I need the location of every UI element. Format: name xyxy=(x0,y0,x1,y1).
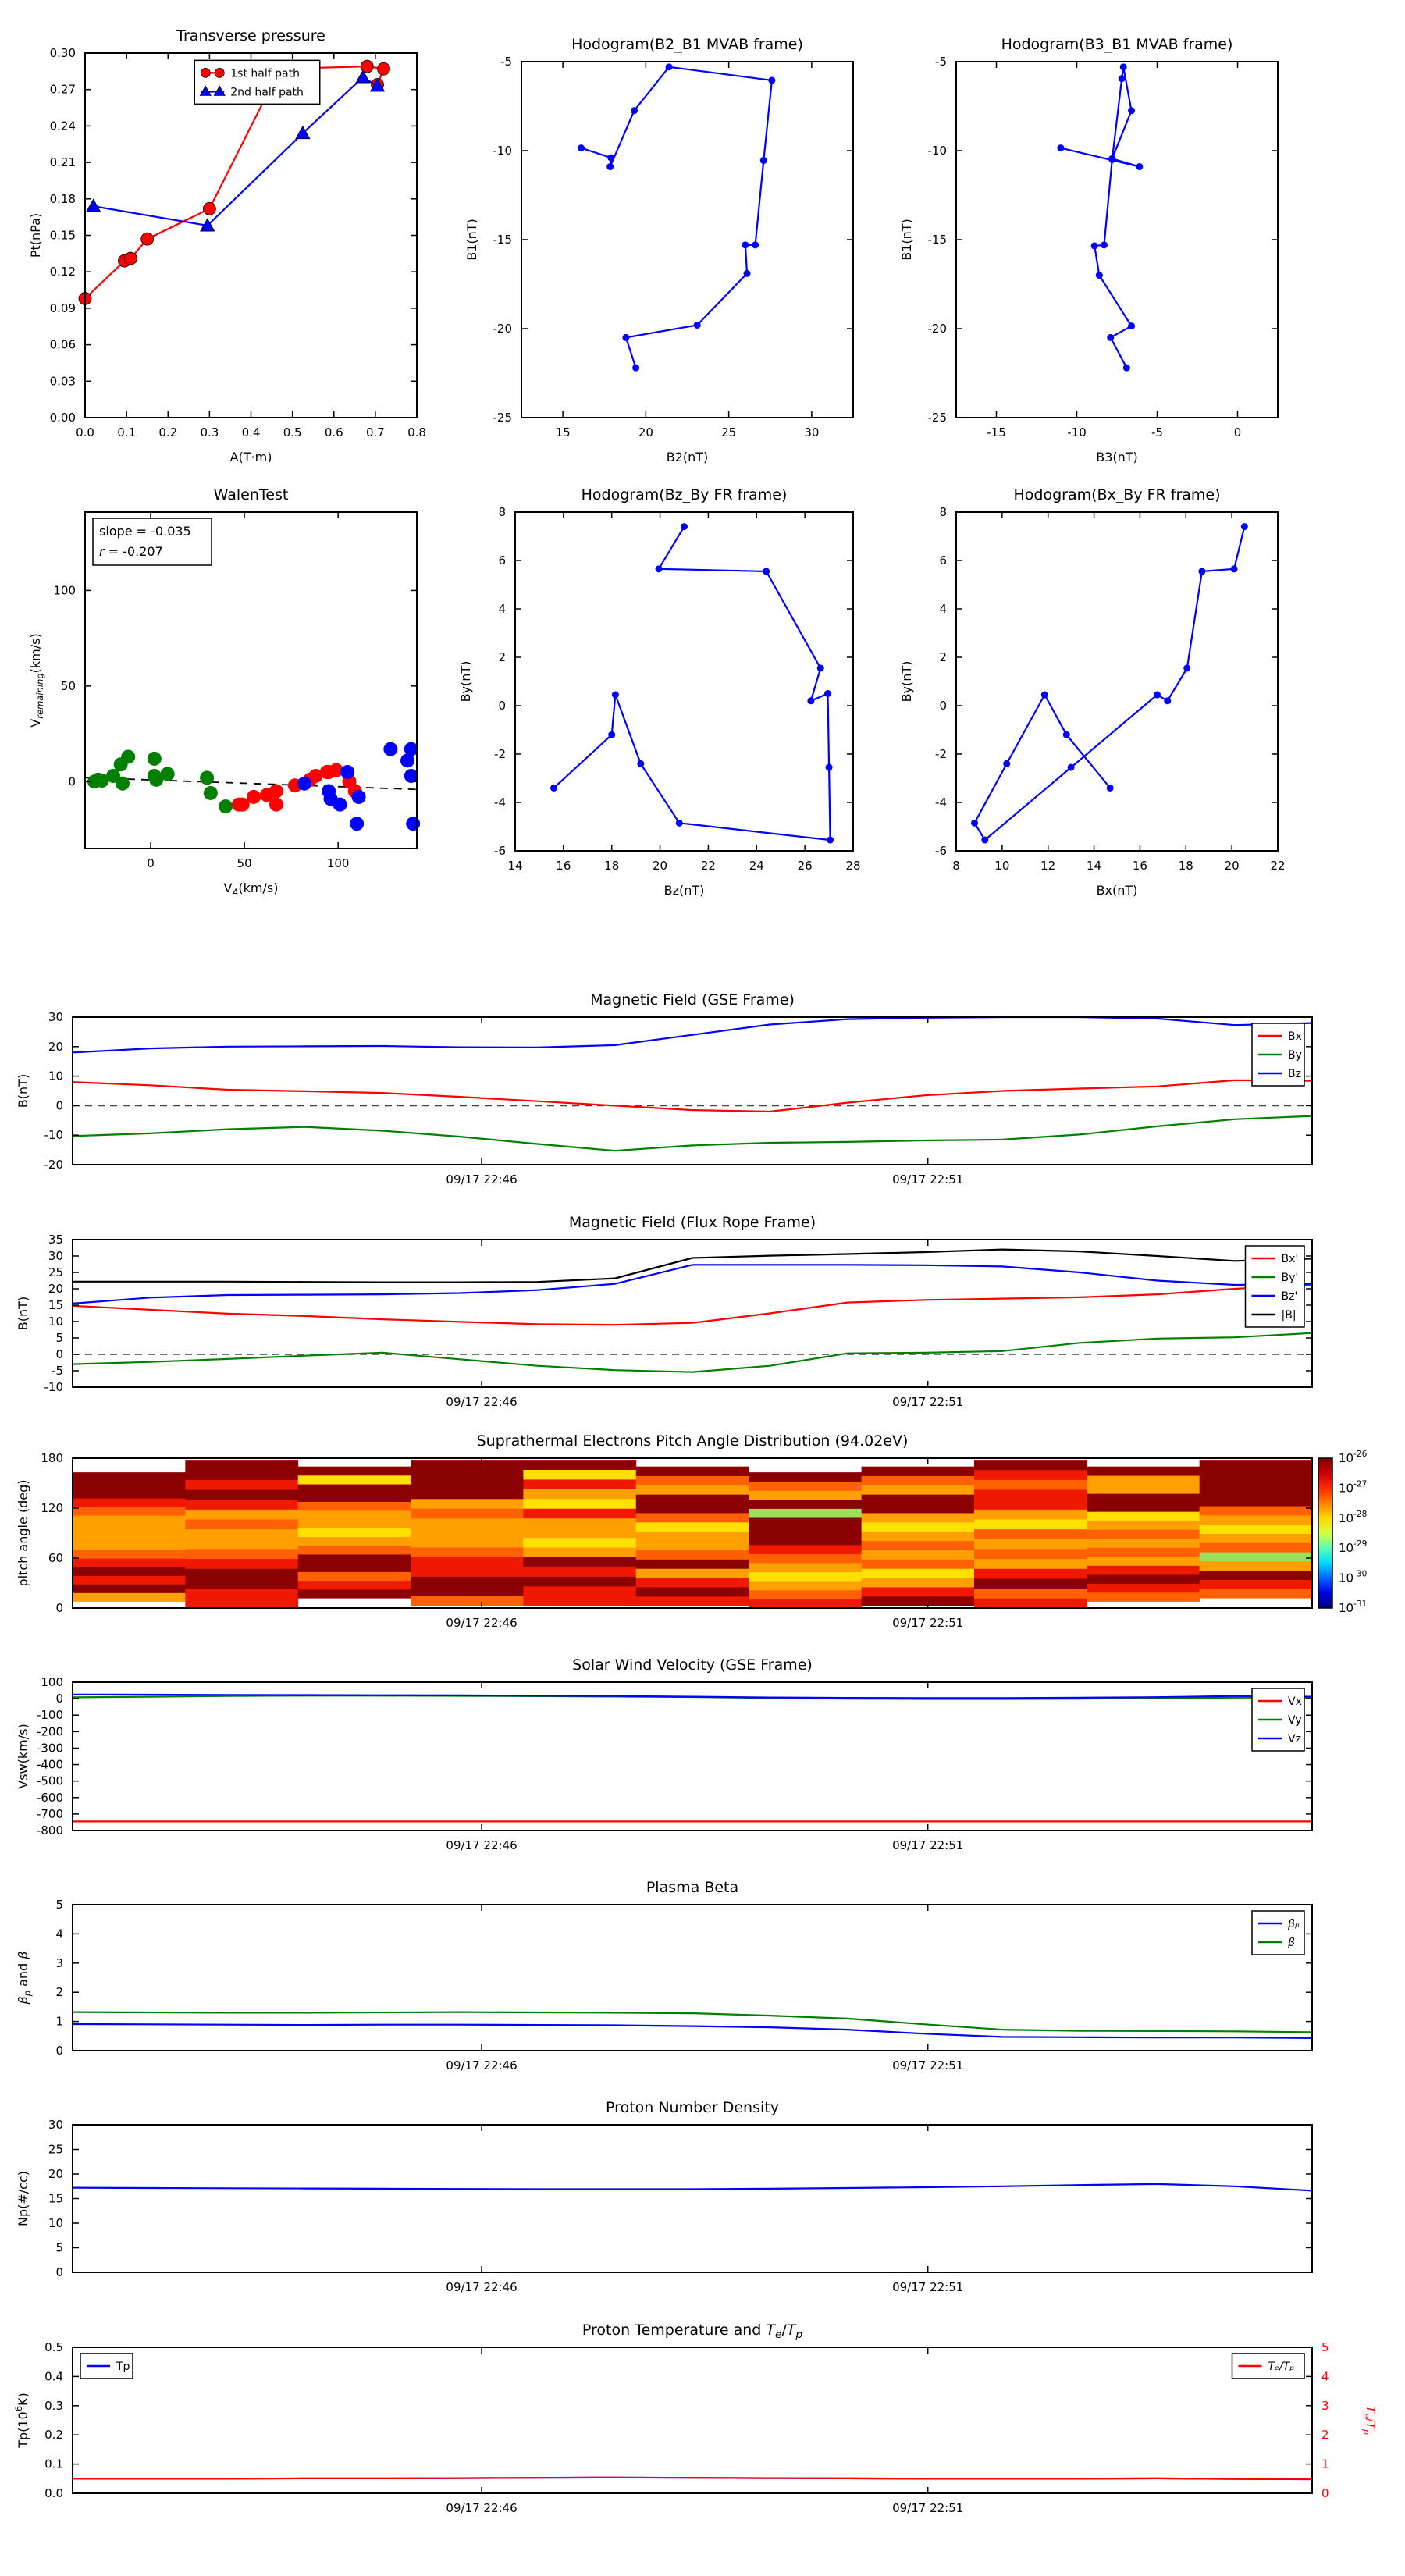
svg-text:5: 5 xyxy=(1321,2340,1329,2354)
svg-text:-10: -10 xyxy=(44,1128,63,1143)
svg-text:0.2: 0.2 xyxy=(44,2428,63,2443)
svg-text:2: 2 xyxy=(939,650,947,664)
svg-text:0.1: 0.1 xyxy=(44,2457,63,2471)
svg-text:B1(nT): B1(nT) xyxy=(899,219,914,261)
svg-text:-20: -20 xyxy=(493,322,512,336)
svg-text:Vz: Vz xyxy=(1288,1733,1301,1745)
svg-text:Plasma Beta: Plasma Beta xyxy=(646,1879,739,1896)
svg-text:Te/Tp: $T_e/T_p$ xyxy=(1361,2406,1378,2435)
svg-text:Bx': Bx' xyxy=(1281,1253,1299,1265)
svg-text:Hodogram(B3_B1 MVAB frame): Hodogram(B3_B1 MVAB frame) xyxy=(1001,36,1233,53)
svg-text:Vsw(km/s): Vsw(km/s) xyxy=(16,1724,30,1789)
svg-text:14: 14 xyxy=(1087,859,1102,873)
svg-text:Magnetic Field (GSE Frame): Magnetic Field (GSE Frame) xyxy=(590,991,795,1009)
svg-text:B3(nT): B3(nT) xyxy=(1096,450,1138,464)
svg-text:20: 20 xyxy=(48,1282,63,1296)
svg-text:-10: -10 xyxy=(927,144,947,158)
svg-text:35: 35 xyxy=(48,1233,63,1247)
svg-text:6: 6 xyxy=(498,553,506,568)
svg-text:0.0: 0.0 xyxy=(76,425,94,439)
svg-text:5: 5 xyxy=(55,1331,63,1345)
svg-text:1st half path: 1st half path xyxy=(230,67,300,80)
svg-text:26: 26 xyxy=(797,859,813,873)
magnetic-field-gse-panel xyxy=(4,981,1404,1219)
svg-text:18: 18 xyxy=(1178,859,1193,873)
svg-text:30: 30 xyxy=(48,1249,63,1263)
svg-text:8: 8 xyxy=(952,859,960,873)
svg-text:2: 2 xyxy=(1321,2428,1329,2443)
svg-text:-25: -25 xyxy=(927,411,947,425)
svg-text:09/17 22:51: 09/17 22:51 xyxy=(892,2280,964,2294)
svg-text:0: 0 xyxy=(55,2265,63,2279)
svg-text:20: 20 xyxy=(1224,859,1240,873)
svg-text:0.5: 0.5 xyxy=(283,425,302,439)
svg-text:0: 0 xyxy=(68,774,76,789)
svg-text:0: 0 xyxy=(147,856,155,870)
svg-text:Suprathermal Electrons Pitch A: Suprathermal Electrons Pitch Angle Distribution (94.02eV) xyxy=(476,1432,909,1450)
svg-text:12: 12 xyxy=(1040,859,1056,873)
svg-text:By(nT): By(nT) xyxy=(458,660,473,703)
svg-text:0.24: 0.24 xyxy=(49,119,76,133)
svg-text:4: 4 xyxy=(1321,2369,1329,2384)
svg-text:-25: -25 xyxy=(493,411,512,425)
svg-text:Bx: Bx xyxy=(1288,1030,1302,1043)
svg-text:0: 0 xyxy=(1321,2486,1329,2500)
svg-text:0.03: 0.03 xyxy=(49,374,76,389)
svg-text:28: 28 xyxy=(845,859,861,873)
svg-text:Transverse pressure: Transverse pressure xyxy=(176,27,325,44)
svg-text:Vy: Vy xyxy=(1288,1714,1302,1727)
hodogram-b3-b1-plot xyxy=(887,26,1370,472)
svg-text:09/17 22:46: 09/17 22:46 xyxy=(446,1838,518,1852)
svg-text:Bz(nT): Bz(nT) xyxy=(663,883,705,898)
svg-text:14: 14 xyxy=(507,859,523,873)
svg-text:slope = -0.035: slope = -0.035 xyxy=(99,524,191,539)
svg-text:-5: -5 xyxy=(52,1364,63,1378)
svg-text:-100: -100 xyxy=(36,1708,63,1723)
svg-text:-800: -800 xyxy=(36,1823,63,1838)
svg-text:VA(km/s): $V_A(km/s)$ xyxy=(223,881,279,898)
svg-text:Tₑ/Tₚ: Tₑ/Tₚ xyxy=(1268,2361,1295,2373)
svg-text:4: 4 xyxy=(55,1927,63,1941)
svg-text:2nd half path: 2nd half path xyxy=(230,86,304,99)
svg-text:10: 10 xyxy=(48,1069,63,1083)
hodogram-bx-by-plot xyxy=(887,476,1370,906)
svg-text:22: 22 xyxy=(700,859,716,873)
svg-text:|B|: |B| xyxy=(1281,1309,1297,1322)
svg-text:22: 22 xyxy=(1270,859,1286,873)
svg-text:20: 20 xyxy=(653,859,668,873)
svg-text:15: 15 xyxy=(555,425,571,439)
svg-text:15: 15 xyxy=(48,1298,63,1312)
svg-text:09/17 22:51: 09/17 22:51 xyxy=(892,1395,964,1409)
svg-text:2: 2 xyxy=(55,1985,63,2000)
transverse-pressure-plot xyxy=(16,17,509,472)
svg-text:-300: -300 xyxy=(36,1741,63,1756)
svg-text:0.18: 0.18 xyxy=(49,191,76,206)
svg-text:0.5: 0.5 xyxy=(44,2340,63,2354)
hodogram-b2-b1-plot xyxy=(453,26,945,472)
svg-text:10-30: $10^{-30}$ xyxy=(1339,1569,1368,1585)
svg-text:30: 30 xyxy=(48,2118,63,2132)
proton-density-panel xyxy=(4,2089,1404,2327)
svg-text:25: 25 xyxy=(721,425,737,439)
svg-text:0.21: 0.21 xyxy=(49,155,76,170)
svg-text:0.09: 0.09 xyxy=(49,301,76,315)
svg-text:2: 2 xyxy=(498,650,506,664)
svg-text:B(nT): B(nT) xyxy=(16,1296,30,1331)
svg-text:09/17 22:46: 09/17 22:46 xyxy=(446,1395,518,1409)
svg-text:180: 180 xyxy=(41,1451,63,1465)
svg-text:09/17 22:46: 09/17 22:46 xyxy=(446,2058,518,2073)
svg-text:0.3: 0.3 xyxy=(44,2398,63,2413)
svg-text:0.6: 0.6 xyxy=(324,425,343,439)
svg-text:B(nT): B(nT) xyxy=(16,1073,30,1108)
svg-text:A(T·m): A(T·m) xyxy=(229,450,272,464)
svg-text:10: 10 xyxy=(994,859,1010,873)
svg-text:Hodogram(Bx_By FR frame): Hodogram(Bx_By FR frame) xyxy=(1013,486,1221,503)
svg-text:0.4: 0.4 xyxy=(44,2369,63,2384)
svg-text:0: 0 xyxy=(1233,425,1242,439)
svg-text:4: 4 xyxy=(939,602,947,616)
svg-text:1: 1 xyxy=(1321,2457,1329,2471)
svg-text:0: 0 xyxy=(55,1347,63,1361)
svg-text:-2: -2 xyxy=(935,747,947,761)
svg-text:Magnetic Field (Flux Rope Fram: Magnetic Field (Flux Rope Frame) xyxy=(568,1214,816,1231)
svg-text:Bz': Bz' xyxy=(1281,1290,1298,1303)
svg-text:By(nT): By(nT) xyxy=(899,660,914,703)
svg-text:Bx(nT): Bx(nT) xyxy=(1096,883,1138,898)
svg-text:WalenTest: WalenTest xyxy=(213,486,289,503)
svg-text:-20: -20 xyxy=(927,322,947,336)
svg-text:0.00: 0.00 xyxy=(49,411,76,425)
svg-text:Solar Wind Velocity (GSE Frame: Solar Wind Velocity (GSE Frame) xyxy=(572,1656,813,1674)
svg-text:-400: -400 xyxy=(36,1757,63,1772)
svg-text:0: 0 xyxy=(498,699,506,713)
svg-text:-10: -10 xyxy=(44,1380,63,1394)
svg-text:10-27: $10^{-27}$ xyxy=(1339,1479,1368,1496)
svg-text:09/17 22:46: 09/17 22:46 xyxy=(446,1172,518,1187)
svg-text:10-28: $10^{-28}$ xyxy=(1339,1509,1368,1525)
svg-text:-600: -600 xyxy=(36,1790,63,1805)
svg-text:8: 8 xyxy=(498,505,506,519)
svg-text:10-26: $10^{-26}$ xyxy=(1339,1450,1368,1465)
svg-text:0.1: 0.1 xyxy=(117,425,137,439)
walen-test-plot xyxy=(16,476,509,903)
svg-text:Hodogram(Bz_By FR frame): Hodogram(Bz_By FR frame) xyxy=(581,486,788,503)
svg-text:10-31: $10^{-31}$ xyxy=(1339,1599,1368,1615)
svg-text:pitch angle (deg): pitch angle (deg) xyxy=(16,1479,30,1587)
svg-text:10: 10 xyxy=(48,1315,63,1329)
svg-text:0: 0 xyxy=(939,699,947,713)
svg-text:09/17 22:51: 09/17 22:51 xyxy=(892,2501,964,2515)
svg-text:βp and β: $\beta_p$ and β xyxy=(16,1951,33,2005)
plasma-beta-panel xyxy=(4,1869,1404,2105)
svg-text:18: 18 xyxy=(604,859,620,873)
pitch-angle-distribution-panel xyxy=(4,1422,1404,1663)
svg-text:Proton Temperature and Te/Tp: Proton Temperature and $T_e/T_p$ xyxy=(582,2322,803,2341)
svg-text:09/17 22:51: 09/17 22:51 xyxy=(892,1172,964,1187)
svg-text:09/17 22:46: 09/17 22:46 xyxy=(446,2280,518,2294)
svg-text:Np(#/cc): Np(#/cc) xyxy=(16,2171,30,2226)
svg-text:-700: -700 xyxy=(36,1806,63,1821)
svg-text:0.3: 0.3 xyxy=(200,425,219,439)
svg-text:-10: -10 xyxy=(493,144,512,158)
svg-text:0: 0 xyxy=(55,1098,63,1113)
svg-text:0.30: 0.30 xyxy=(49,46,76,60)
svg-text:-10: -10 xyxy=(1067,425,1087,439)
svg-text:0: 0 xyxy=(55,1692,63,1706)
svg-text:-5: -5 xyxy=(500,55,512,69)
svg-text:120: 120 xyxy=(41,1501,63,1515)
svg-text:60: 60 xyxy=(48,1551,63,1565)
svg-text:20: 20 xyxy=(638,425,653,439)
svg-text:5: 5 xyxy=(55,1898,63,1912)
svg-text:By: By xyxy=(1288,1049,1302,1062)
magnetic-field-flux-rope-panel xyxy=(4,1204,1404,1442)
svg-text:0.7: 0.7 xyxy=(365,425,385,439)
svg-text:-15: -15 xyxy=(493,233,512,247)
svg-text:3: 3 xyxy=(1321,2398,1329,2413)
svg-text:-20: -20 xyxy=(44,1158,63,1172)
svg-text:6: 6 xyxy=(939,553,947,568)
svg-text:25: 25 xyxy=(48,1265,63,1279)
svg-text:B1(nT): B1(nT) xyxy=(464,219,479,261)
svg-text:0.12: 0.12 xyxy=(49,265,76,279)
svg-text:100: 100 xyxy=(326,856,350,870)
svg-text:09/17 22:51: 09/17 22:51 xyxy=(892,1838,964,1852)
svg-text:0.2: 0.2 xyxy=(158,425,178,439)
svg-text:09/17 22:46: 09/17 22:46 xyxy=(446,2501,518,2515)
svg-text:Tp: Tp xyxy=(116,2361,130,2373)
svg-text:09/17 22:51: 09/17 22:51 xyxy=(892,2058,964,2073)
svg-text:0.0: 0.0 xyxy=(44,2486,63,2500)
svg-text:-5: -5 xyxy=(935,55,947,69)
svg-text:4: 4 xyxy=(498,602,506,616)
svg-text:3: 3 xyxy=(55,1955,63,1970)
svg-text:10-29: $10^{-29}$ xyxy=(1339,1539,1368,1556)
svg-text:16: 16 xyxy=(1132,859,1147,873)
svg-text:-200: -200 xyxy=(36,1724,63,1739)
svg-text:8: 8 xyxy=(939,505,947,519)
svg-text:0.15: 0.15 xyxy=(49,228,76,243)
svg-text:0.8: 0.8 xyxy=(407,425,426,439)
svg-text:r = -0.207: r = -0.207 xyxy=(99,544,163,559)
svg-text:-15: -15 xyxy=(987,425,1006,439)
solar-wind-velocity-panel xyxy=(4,1646,1404,1885)
svg-text:25: 25 xyxy=(48,2142,63,2157)
svg-text:By': By' xyxy=(1281,1272,1299,1284)
svg-text:5: 5 xyxy=(55,2240,63,2255)
svg-text:Vx: Vx xyxy=(1288,1695,1302,1708)
svg-text:15: 15 xyxy=(48,2191,63,2206)
svg-text:Vremaining(km/s): $V_{remaining}(km/s)$ xyxy=(28,633,45,728)
svg-text:-6: -6 xyxy=(935,844,947,858)
svg-text:0.4: 0.4 xyxy=(241,425,261,439)
svg-text:-500: -500 xyxy=(36,1774,63,1788)
svg-text:1: 1 xyxy=(55,2014,63,2029)
svg-text:100: 100 xyxy=(53,583,76,598)
svg-text:-2: -2 xyxy=(494,747,506,761)
svg-text:0: 0 xyxy=(55,1601,63,1615)
svg-text:16: 16 xyxy=(556,859,571,873)
svg-text:Pt(nPa): Pt(nPa) xyxy=(28,212,43,258)
svg-text:30: 30 xyxy=(48,1010,63,1024)
svg-text:0: 0 xyxy=(55,2044,63,2058)
svg-text:-6: -6 xyxy=(494,844,506,858)
svg-text:-4: -4 xyxy=(935,795,947,809)
svg-text:50: 50 xyxy=(237,856,252,870)
svg-text:09/17 22:51: 09/17 22:51 xyxy=(892,1616,964,1630)
hodogram-bz-by-plot xyxy=(446,476,945,906)
svg-text:-4: -4 xyxy=(494,795,506,809)
svg-text:Proton Number Density: Proton Number Density xyxy=(606,2099,779,2116)
svg-text:Hodogram(B2_B1 MVAB frame): Hodogram(B2_B1 MVAB frame) xyxy=(571,36,803,53)
svg-text:30: 30 xyxy=(804,425,820,439)
svg-text:-15: -15 xyxy=(927,233,947,247)
svg-text:100: 100 xyxy=(41,1675,63,1689)
svg-text:β: β xyxy=(1288,1937,1295,1949)
svg-text:0.27: 0.27 xyxy=(49,82,76,97)
proton-temperature-panel xyxy=(4,2311,1404,2548)
svg-text:Tp(106K): $Tp(10^6K)$ xyxy=(13,2393,30,2448)
svg-text:Bz: Bz xyxy=(1288,1068,1301,1080)
svg-text:24: 24 xyxy=(749,859,764,873)
svg-text:B2(nT): B2(nT) xyxy=(666,450,709,464)
svg-text:0.06: 0.06 xyxy=(49,337,76,352)
svg-text:20: 20 xyxy=(48,1039,63,1054)
svg-text:βₚ: βₚ xyxy=(1288,1918,1300,1930)
svg-text:09/17 22:46: 09/17 22:46 xyxy=(446,1616,518,1630)
svg-text:50: 50 xyxy=(60,678,76,693)
svg-text:-5: -5 xyxy=(1151,425,1163,439)
svg-text:20: 20 xyxy=(48,2167,63,2181)
svg-text:10: 10 xyxy=(48,2216,63,2230)
